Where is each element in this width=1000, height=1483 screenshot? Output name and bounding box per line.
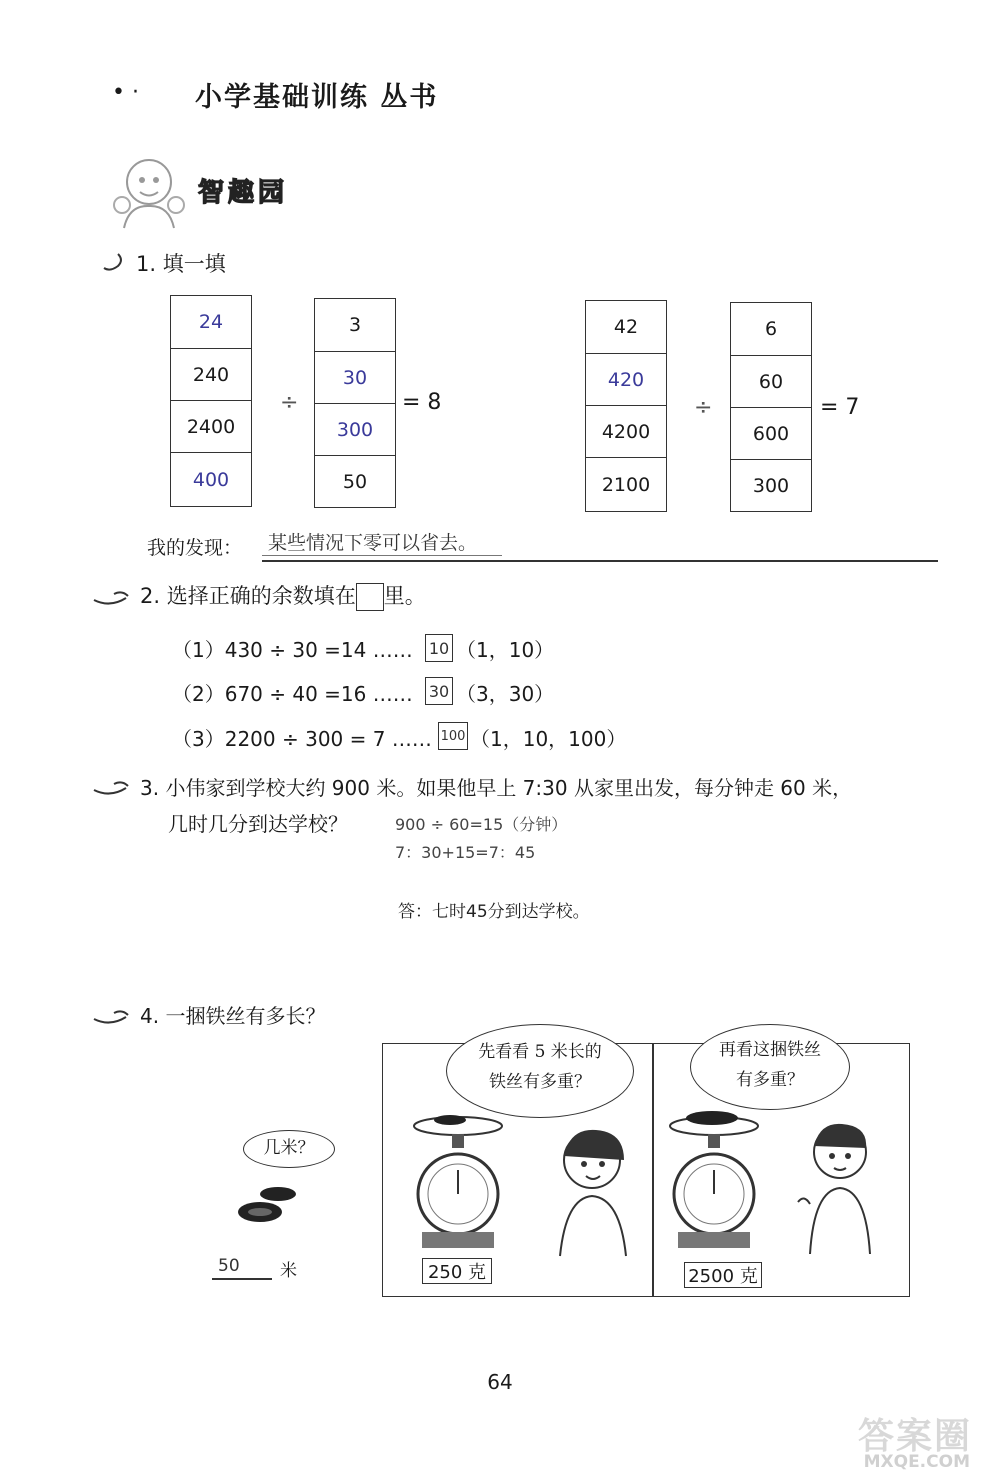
left-dividend-2: 240: [171, 348, 251, 401]
left-divisor-2: 30: [315, 351, 395, 404]
left-divisor-3: 300: [315, 403, 395, 456]
discovery-label: 我的发现：: [147, 537, 243, 559]
left-dividend-3: 2400: [171, 400, 251, 453]
boy-figure-icon: [790, 1112, 890, 1258]
q3-question-line-1: 3. 小伟家到学校大约 900 米。如果他早上 7:30 从家里出发，每分钟走 60 米，: [140, 776, 853, 800]
left-divisor-1: 3: [348, 314, 362, 336]
left-dividend-1: 24: [198, 311, 224, 333]
q2-title-text: 2. 选择正确的余数填在: [140, 584, 356, 608]
pen-hook-icon: [92, 778, 132, 800]
q4-unit: 米: [280, 1261, 297, 1281]
q2-row-3-options: （1，10，100）: [470, 727, 627, 751]
page-number: 64: [487, 1370, 513, 1394]
q4-blank-line: [212, 1278, 272, 1280]
q2-title-suffix: 里。: [383, 584, 426, 608]
watermark-site: MXQE.COM: [863, 1452, 970, 1472]
q2-row-1-expr: （1）430 ÷ 30 =14 ……: [172, 638, 413, 662]
discovery-underline: [262, 560, 938, 562]
q2-row-3-answer: 100: [438, 722, 468, 750]
scale-icon: [408, 1112, 508, 1252]
left-result: = 8: [402, 390, 442, 415]
discovery-underline-inner: [262, 555, 502, 556]
question-bubble: 几米？: [243, 1130, 335, 1168]
q2-row-2-expr: （2）670 ÷ 40 =16 ……: [172, 682, 413, 706]
watermark-logo: 答案圈: [857, 1416, 972, 1457]
right-dividend-3: 4200: [586, 405, 666, 458]
speech-bubble-2-line-1: 再看这捆铁丝: [719, 1040, 821, 1060]
q2-title: [140, 580, 426, 611]
right-dividend-2: 420: [586, 353, 666, 406]
series-title: 小学基础训练 丛书: [195, 82, 439, 113]
left-dividend-column: [170, 295, 252, 507]
q2-row-2-answer: 30: [425, 677, 453, 705]
left-divisor-4: 50: [315, 455, 395, 508]
discovery-answer: 某些情况下零可以省去。: [268, 532, 478, 554]
right-divisor-2: 60: [731, 355, 811, 408]
q3-work-line-1: 900 ÷ 60=15（分钟）: [395, 815, 568, 834]
weight-label-2: 2500 克: [684, 1262, 762, 1288]
pen-hook-icon: [92, 588, 132, 610]
left-divide-sign: ÷: [280, 390, 299, 415]
q2-row-3-expr: （3）2200 ÷ 300 = 7 ……: [172, 727, 432, 751]
scale-icon: [664, 1110, 764, 1252]
q2-row-2-options: （3，30）: [456, 682, 555, 706]
girl-figure-icon: [540, 1120, 640, 1260]
section-banner: 智趣园: [198, 178, 289, 208]
pen-hook-icon: [100, 250, 134, 272]
weight-label-1: 250 克: [422, 1258, 492, 1284]
right-dividend-column: [585, 300, 667, 512]
q4-blank-answer: 50: [218, 1256, 240, 1276]
wire-coil-icon: [220, 1182, 300, 1230]
right-divisor-1: 6: [764, 318, 778, 340]
mascot-icon: [104, 150, 194, 230]
right-dividend-1: 42: [613, 316, 639, 338]
q1-title: 1. 填一填: [136, 252, 226, 276]
speech-bubble-1: [446, 1024, 634, 1118]
right-dividend-4: 2100: [586, 457, 666, 512]
blank-box-icon: [356, 583, 384, 611]
decorative-dots: • ·: [112, 80, 139, 105]
speech-bubble-1-line-1: 先看看 5 米长的: [478, 1042, 602, 1062]
speech-bubble-2-line-2: 有多重？: [736, 1070, 804, 1090]
q3-work-line-2: 7：30+15=7：45: [395, 843, 536, 862]
right-divisor-4: 300: [731, 459, 811, 512]
right-divisor-3: 600: [731, 407, 811, 460]
pen-hook-icon: [92, 1007, 132, 1029]
q2-row-1-options: （1，10）: [456, 638, 555, 662]
q2-row-1-answer: 10: [425, 634, 453, 662]
speech-bubble-2: [690, 1024, 850, 1110]
right-divisor-column: [730, 302, 812, 512]
left-divisor-column: [314, 298, 396, 508]
speech-bubble-1-line-2: 铁丝有多重？: [489, 1072, 591, 1092]
q3-question-line-2: 几时几分到达学校？: [168, 812, 348, 836]
q3-answer: 答：七时45分到达学校。: [398, 902, 590, 922]
right-result: = 7: [820, 395, 860, 420]
right-divide-sign: ÷: [694, 395, 713, 420]
left-dividend-4: 400: [171, 452, 251, 507]
q4-title: 4. 一捆铁丝有多长？: [140, 1004, 326, 1028]
